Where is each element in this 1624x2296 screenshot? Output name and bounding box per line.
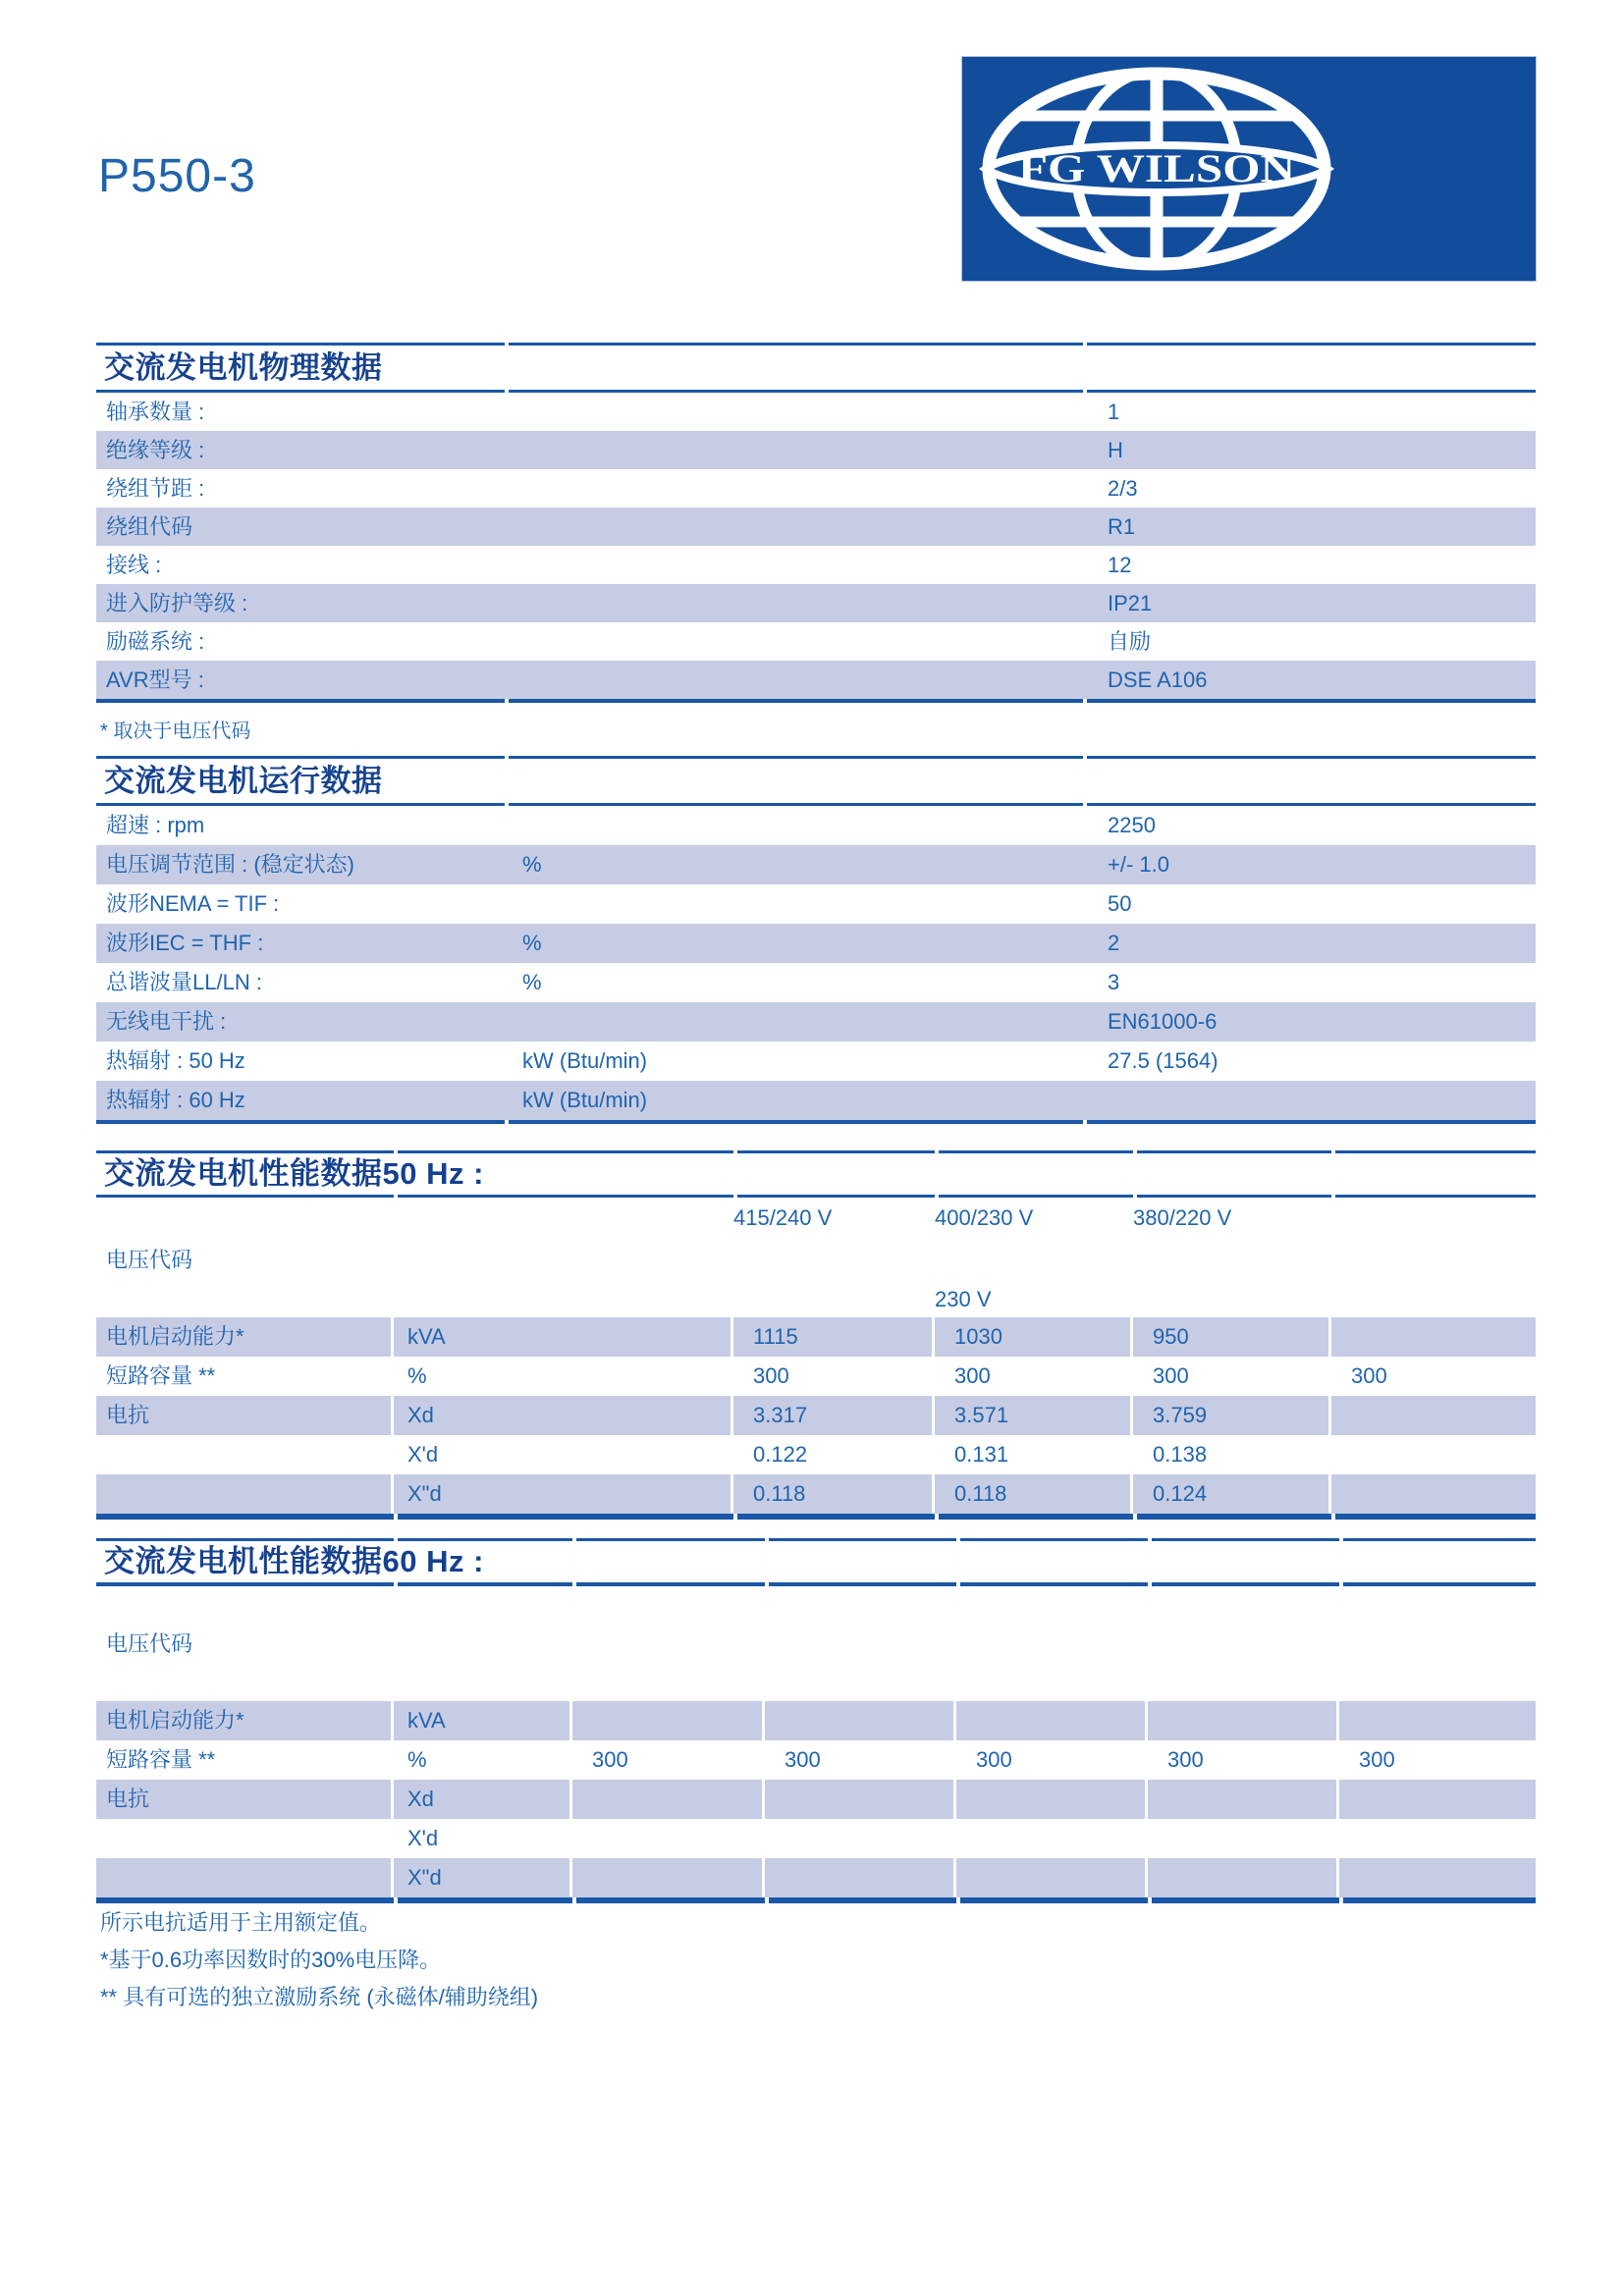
cell-value bbox=[956, 1858, 1148, 1897]
row-label bbox=[96, 1858, 394, 1897]
row-label: 绕组代码 bbox=[96, 507, 505, 546]
table-row bbox=[96, 546, 1536, 584]
cell-value: 0.122 bbox=[733, 1435, 935, 1474]
footnote-line: ** 具有可选的独立激励系统 (永磁体/辅助绕组) bbox=[100, 1985, 539, 2009]
cell-value bbox=[1148, 1780, 1339, 1819]
row-value: IP21 bbox=[1084, 584, 1536, 622]
row-value: 2250 bbox=[1108, 813, 1156, 837]
row-value: R1 bbox=[1084, 507, 1536, 546]
row-unit: X"d bbox=[394, 1858, 572, 1897]
row-unit: kW (Btu/min) bbox=[522, 1048, 648, 1073]
row-label: 励磁系统 : bbox=[106, 629, 205, 654]
table-row bbox=[96, 1474, 1536, 1514]
page-title: P550-3 bbox=[98, 150, 256, 202]
table-row bbox=[96, 1858, 1536, 1897]
table-row bbox=[96, 1435, 1536, 1474]
voltage-header: 380/220 V bbox=[1133, 1205, 1232, 1230]
row-unit: X'd bbox=[394, 1819, 572, 1858]
cell-value bbox=[1339, 1819, 1536, 1858]
row-value: 2 bbox=[1084, 924, 1536, 963]
logo-text: FG WILSON bbox=[1018, 146, 1296, 190]
cell-value: 0.138 bbox=[1133, 1435, 1331, 1474]
sub-voltage-row bbox=[96, 1282, 1536, 1317]
cell-value bbox=[956, 1819, 1148, 1858]
cell-value bbox=[1331, 1474, 1536, 1514]
cell-value: 1030 bbox=[935, 1317, 1133, 1357]
table-row bbox=[96, 1357, 1536, 1396]
row-value bbox=[1084, 1081, 1536, 1120]
cell-value: 3.759 bbox=[1133, 1396, 1331, 1435]
table-row bbox=[96, 584, 1536, 622]
row-unit: Xd bbox=[394, 1396, 733, 1435]
voltage-header-row bbox=[96, 1198, 1536, 1239]
table-row bbox=[96, 431, 1536, 469]
fg-wilson-logo bbox=[961, 56, 1537, 282]
cell-value: 300 bbox=[1133, 1357, 1331, 1396]
cell-value bbox=[956, 1780, 1148, 1819]
cell-value: 300 bbox=[956, 1740, 1148, 1780]
row-label: 接线 : bbox=[106, 553, 162, 577]
cell-value bbox=[572, 1780, 765, 1819]
footnote-line: 所示电抗适用于主用额定值。 bbox=[100, 1910, 382, 1935]
voltage-header: 415/240 V bbox=[733, 1205, 833, 1230]
cell-value: 300 bbox=[765, 1740, 956, 1780]
cell-value bbox=[765, 1701, 956, 1740]
table-row bbox=[96, 393, 1536, 431]
cell-value bbox=[1339, 1701, 1536, 1740]
row-label: 进入防护等级 : bbox=[96, 584, 505, 622]
table-row bbox=[96, 1819, 1536, 1858]
row-unit bbox=[505, 884, 1084, 924]
cell-value bbox=[1148, 1819, 1339, 1858]
section-performance-50hz bbox=[96, 1150, 1536, 1520]
row-label: 热辐射 : 60 Hz bbox=[96, 1081, 505, 1120]
cell-value bbox=[1331, 1317, 1536, 1357]
table-row bbox=[96, 845, 1536, 884]
row-label: 电机启动能力* bbox=[96, 1317, 394, 1357]
cell-value bbox=[1148, 1701, 1339, 1740]
row-label: 短路容量 ** bbox=[96, 1740, 394, 1780]
table-row bbox=[96, 806, 1536, 845]
table-row bbox=[96, 1041, 1536, 1081]
row-unit bbox=[505, 1002, 1084, 1041]
cell-value: 300 bbox=[1359, 1747, 1395, 1772]
table-row bbox=[96, 1317, 1536, 1357]
cell-value: 300 bbox=[1351, 1363, 1387, 1388]
row-label: 电抗 bbox=[96, 1396, 394, 1435]
row-label: 超速 : rpm bbox=[106, 813, 205, 837]
cell-value: 3.317 bbox=[733, 1396, 935, 1435]
cell-value bbox=[765, 1780, 956, 1819]
row-label bbox=[96, 1819, 394, 1858]
row-unit: kVA bbox=[394, 1701, 572, 1740]
row-value: 12 bbox=[1108, 553, 1132, 577]
row-label: 短路容量 ** bbox=[96, 1357, 394, 1396]
row-label: 波形NEMA = TIF : bbox=[106, 891, 280, 916]
cell-value bbox=[572, 1819, 765, 1858]
row-unit: % bbox=[505, 845, 1084, 884]
table-row bbox=[96, 963, 1536, 1002]
cell-value bbox=[956, 1701, 1148, 1740]
footnote-line: *基于0.6功率因数时的30%电压降。 bbox=[100, 1948, 442, 1972]
row-value: +/- 1.0 bbox=[1084, 845, 1536, 884]
table-row bbox=[96, 622, 1536, 661]
cell-value: 0.124 bbox=[1133, 1474, 1331, 1514]
section-title-physical: 交流发电机物理数据 bbox=[104, 350, 383, 385]
row-value: 27.5 (1564) bbox=[1108, 1048, 1218, 1073]
cell-value: 300 bbox=[935, 1357, 1133, 1396]
cell-value bbox=[765, 1819, 956, 1858]
table-bottom-rule bbox=[96, 1120, 1536, 1124]
row-label: 轴承数量 : bbox=[106, 400, 205, 424]
voltage-code-label: 电压代码 bbox=[106, 1631, 193, 1656]
globe-logo-icon bbox=[962, 57, 1536, 281]
cell-value: 300 bbox=[1148, 1740, 1339, 1780]
footnotes-block bbox=[96, 1904, 1536, 2016]
cell-value: 300 bbox=[572, 1740, 765, 1780]
table-row bbox=[96, 1081, 1536, 1120]
cell-value bbox=[1148, 1858, 1339, 1897]
cell-value: 1115 bbox=[733, 1317, 935, 1357]
table-row bbox=[96, 661, 1536, 699]
row-label: 电压调节范围 : (稳定状态) bbox=[96, 845, 505, 884]
row-unit: kW (Btu/min) bbox=[505, 1081, 1084, 1120]
table-bottom-rule bbox=[96, 699, 1536, 703]
cell-value: 0.131 bbox=[935, 1435, 1133, 1474]
table-row bbox=[96, 507, 1536, 546]
section-title-operating: 交流发电机运行数据 bbox=[104, 764, 383, 798]
voltage-header: 400/230 V bbox=[935, 1205, 1034, 1230]
cell-value bbox=[572, 1858, 765, 1897]
cell-value: 300 bbox=[733, 1357, 935, 1396]
row-value: 3 bbox=[1108, 970, 1120, 994]
row-label bbox=[96, 1435, 394, 1474]
cell-value bbox=[1339, 1780, 1536, 1819]
row-value: 50 bbox=[1108, 891, 1132, 916]
row-unit bbox=[505, 806, 1084, 845]
row-unit: % bbox=[394, 1740, 572, 1780]
cell-value: 3.571 bbox=[935, 1396, 1133, 1435]
section-title-50hz: 交流发电机性能数据50 Hz : bbox=[104, 1156, 484, 1191]
row-value: 2/3 bbox=[1108, 476, 1138, 501]
cell-value bbox=[1331, 1435, 1536, 1474]
voltage-code-label: 电压代码 bbox=[106, 1248, 193, 1272]
row-label: 无线电干扰 : bbox=[96, 1002, 505, 1041]
sub-voltage: 230 V bbox=[935, 1287, 992, 1311]
section-performance-60hz bbox=[96, 1538, 1536, 1903]
table-row bbox=[96, 1701, 1536, 1740]
row-unit: % bbox=[394, 1357, 733, 1396]
cell-value: 0.118 bbox=[935, 1474, 1133, 1514]
row-unit: X'd bbox=[394, 1435, 733, 1474]
table-row bbox=[96, 924, 1536, 963]
table-bottom-rule bbox=[96, 1897, 1536, 1903]
row-label: 总谐波量LL/LN : bbox=[106, 970, 262, 994]
row-label: 电抗 bbox=[96, 1780, 394, 1819]
cell-value bbox=[1331, 1396, 1536, 1435]
row-value: H bbox=[1084, 431, 1536, 469]
row-value: DSE A106 bbox=[1084, 661, 1536, 699]
voltage-header bbox=[1331, 1198, 1536, 1239]
row-unit: % bbox=[522, 970, 542, 994]
row-value: EN61000-6 bbox=[1084, 1002, 1536, 1041]
row-label: 波形IEC = THF : bbox=[96, 924, 505, 963]
table-row bbox=[96, 1780, 1536, 1819]
row-unit: kVA bbox=[394, 1317, 733, 1357]
section-operating-data bbox=[96, 756, 1536, 1124]
table-row bbox=[96, 1396, 1536, 1435]
cell-value bbox=[765, 1858, 956, 1897]
table-bottom-rule bbox=[96, 1514, 1536, 1520]
cell-value: 0.118 bbox=[733, 1474, 935, 1514]
section-physical-data bbox=[96, 343, 1536, 743]
table-row bbox=[96, 1002, 1536, 1041]
row-unit: X"d bbox=[394, 1474, 733, 1514]
row-label: 绕组节距 : bbox=[106, 476, 205, 501]
table-row bbox=[96, 884, 1536, 924]
section-title-60hz: 交流发电机性能数据60 Hz : bbox=[104, 1544, 484, 1578]
row-value: 自励 bbox=[1108, 629, 1152, 654]
row-label: 电机启动能力* bbox=[96, 1701, 394, 1740]
row-unit: Xd bbox=[394, 1780, 572, 1819]
row-unit: % bbox=[505, 924, 1084, 963]
cell-value bbox=[1339, 1858, 1536, 1897]
cell-value bbox=[572, 1701, 765, 1740]
physical-footnote: * 取决于电压代码 bbox=[100, 721, 251, 742]
row-label: 热辐射 : 50 Hz bbox=[106, 1048, 245, 1073]
table-row bbox=[96, 1740, 1536, 1780]
table-row bbox=[96, 469, 1536, 507]
row-value: 1 bbox=[1108, 400, 1120, 424]
row-label: AVR型号 : bbox=[96, 661, 505, 699]
row-label bbox=[96, 1474, 394, 1514]
cell-value: 950 bbox=[1133, 1317, 1331, 1357]
row-label: 绝缘等级 : bbox=[96, 431, 505, 469]
